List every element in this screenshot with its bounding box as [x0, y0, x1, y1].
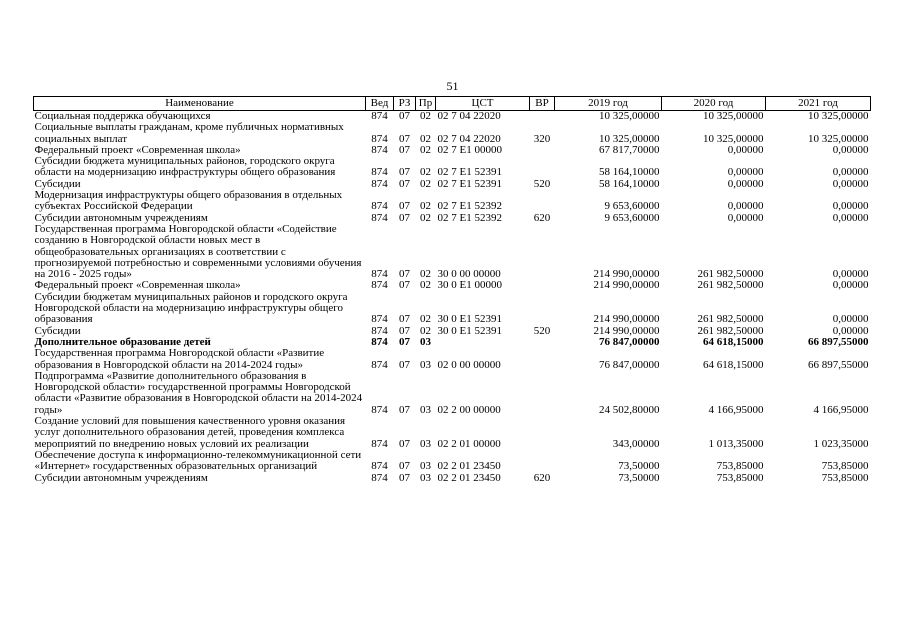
row-vr [530, 111, 555, 123]
row-name: Государственная программа Новгородской области «Содействие созданию в Новгородской области новых мест в общеобразовательных организациях в соответствии с прогнозируемой потребностью и современными условиями обучения на 2016 - 2025 годы» [34, 222, 362, 281]
header-ved: Вед [366, 97, 394, 111]
row-vr: 520 [533, 177, 551, 190]
row-pr: 02 [420, 211, 431, 224]
row-2021: 0,00000 [832, 200, 869, 213]
row-2019: 58 164,10000 [599, 166, 660, 179]
row-vr [530, 292, 555, 326]
row-ved: 874 [371, 324, 388, 337]
row-rz: 07 [399, 268, 410, 281]
row-vr [530, 416, 555, 450]
row-2020: 64 618,15000 [703, 358, 764, 371]
row-cst: 02 7 E1 52391 [437, 177, 502, 190]
row-vr [530, 371, 555, 416]
row-pr: 03 [420, 471, 431, 484]
row-2020: 1 013,35000 [708, 437, 764, 450]
row-pr: 03 [420, 358, 431, 371]
header-2021: 2021 год [766, 97, 871, 111]
row-ved: 874 [371, 460, 388, 473]
row-vr: 620 [533, 471, 551, 484]
row-2020: 261 982,50000 [697, 268, 764, 281]
row-cst: 02 2 01 23450 [437, 460, 501, 473]
table-row [34, 292, 871, 326]
row-rz: 07 [399, 460, 410, 473]
row-2020: 0,00000 [727, 143, 764, 156]
row-rz: 07 [399, 358, 410, 371]
row-name: Субсидии [34, 324, 81, 337]
header-2019: 2019 год [555, 97, 662, 111]
table-row [34, 348, 871, 371]
row-ved: 874 [371, 268, 388, 281]
row-rz: 07 [399, 471, 410, 484]
row-2021: 753,85000 [821, 460, 869, 473]
row-pr: 02 [420, 143, 431, 156]
row-name: Федеральный проект «Современная школа» [34, 279, 241, 292]
row-2020: 10 325,00000 [703, 110, 764, 122]
header-pr: Пр [416, 97, 436, 111]
row-name: Субсидии автономным учреждениям [34, 211, 208, 224]
row-ved: 874 [371, 211, 388, 224]
table-row [34, 473, 871, 484]
row-2021: 10 325,00000 [808, 110, 869, 122]
row-2021: 66 897,55000 [808, 358, 869, 371]
row-cst: 02 7 E1 00000 [437, 143, 502, 156]
row-2021: 1 023,35000 [813, 437, 869, 450]
row-ved: 874 [371, 132, 388, 145]
row-2020: 0,00000 [727, 166, 764, 179]
row-ved: 874 [371, 313, 388, 326]
row-name: Субсидии [34, 177, 81, 190]
row-2021: 0,00000 [832, 143, 869, 156]
row-name: Дополнительное образование детей [34, 335, 211, 348]
table-row [34, 371, 871, 416]
row-pr: 02 [420, 268, 431, 281]
row-cst: 02 7 04 22020 [437, 110, 501, 122]
row-cst: 02 7 E1 52392 [437, 211, 502, 224]
row-2019: 343,00000 [612, 437, 660, 450]
row-2019: 9 653,60000 [604, 211, 660, 224]
row-2019: 214 990,00000 [593, 268, 660, 281]
row-2019: 214 990,00000 [593, 324, 660, 337]
row-pr: 03 [420, 335, 431, 348]
header-2020: 2020 год [662, 97, 766, 111]
budget-table [33, 96, 871, 484]
row-rz: 07 [399, 324, 410, 337]
row-2020: 0,00000 [727, 177, 764, 190]
row-ved: 874 [371, 471, 388, 484]
row-rz: 07 [399, 335, 410, 348]
row-2021: 10 325,00000 [808, 132, 869, 145]
row-cst: 30 0 E1 00000 [437, 279, 502, 292]
row-2021: 0,00000 [832, 211, 869, 224]
row-cst [436, 337, 530, 348]
row-ved: 874 [371, 110, 388, 122]
table-header-row [34, 97, 871, 111]
row-2019: 9 653,60000 [604, 200, 660, 213]
row-ved: 874 [371, 279, 388, 292]
row-pr: 02 [420, 279, 431, 292]
row-2021: 753,85000 [821, 471, 869, 484]
row-cst: 02 7 E1 52391 [437, 166, 502, 179]
header-cst: ЦСТ [436, 97, 530, 111]
row-cst: 02 7 E1 52392 [437, 200, 502, 213]
table-row [34, 122, 871, 145]
row-vr [530, 280, 555, 291]
row-cst: 02 2 00 00000 [437, 403, 501, 416]
row-name: Социальная поддержка обучающихся [34, 110, 211, 122]
row-rz: 07 [399, 177, 410, 190]
row-2019: 10 325,00000 [599, 132, 660, 145]
row-cst: 30 0 E1 52391 [437, 324, 502, 337]
row-2020: 64 618,15000 [703, 335, 764, 348]
row-name: Субсидии бюджетам муниципальных районов и городского округа Новгородской области на модернизацию инфраструктуры общего образования [34, 290, 348, 326]
row-ved: 874 [371, 403, 388, 416]
row-rz: 07 [399, 132, 410, 145]
row-pr: 03 [420, 460, 431, 473]
row-vr [530, 337, 555, 348]
row-cst: 02 0 00 00000 [437, 358, 501, 371]
row-rz: 07 [399, 200, 410, 213]
row-rz: 07 [399, 211, 410, 224]
row-name: Федеральный проект «Современная школа» [34, 143, 241, 156]
row-name: Подпрограмма «Развитие дополнительного образования в Новгородской области» государственной программы Новгородской области «Развитие образования в Новгородской области на 2014-2024 годы» [34, 369, 363, 416]
row-name: Субсидии бюджета муниципальных районов, городского округа области на модернизацию инфраструктуры общего образования [34, 155, 336, 179]
row-vr [530, 156, 555, 179]
table-row [34, 156, 871, 179]
row-2019: 24 502,80000 [599, 403, 660, 416]
row-vr: 520 [533, 324, 551, 337]
row-vr: 320 [533, 132, 551, 145]
table-body [34, 111, 871, 484]
row-2021: 0,00000 [832, 313, 869, 326]
row-2019: 214 990,00000 [593, 279, 660, 292]
row-rz: 07 [399, 110, 410, 122]
row-cst: 30 0 E1 52391 [437, 313, 502, 326]
row-2021: 0,00000 [832, 324, 869, 337]
row-pr: 02 [420, 200, 431, 213]
row-cst: 02 2 01 00000 [437, 437, 501, 450]
row-vr [530, 450, 555, 473]
table-row [34, 450, 871, 473]
row-2019: 67 817,70000 [599, 143, 660, 156]
page-number: 51 [446, 79, 459, 93]
row-cst: 30 0 00 00000 [437, 268, 501, 281]
header-name: Наименование [34, 97, 366, 111]
row-pr: 02 [420, 177, 431, 190]
row-cst: 02 2 01 23450 [437, 471, 501, 484]
row-rz: 07 [399, 166, 410, 179]
row-vr [530, 348, 555, 371]
header-rz: РЗ [394, 97, 416, 111]
row-2021: 0,00000 [832, 166, 869, 179]
row-2019: 76 847,00000 [599, 335, 660, 348]
row-ved: 874 [371, 200, 388, 213]
row-pr: 02 [420, 324, 431, 337]
row-ved: 874 [371, 166, 388, 179]
row-2021: 0,00000 [832, 177, 869, 190]
row-2019: 58 164,10000 [599, 177, 660, 190]
row-rz: 07 [399, 403, 410, 416]
table-row [34, 416, 871, 450]
row-2019: 76 847,00000 [599, 358, 660, 371]
row-2021: 4 166,95000 [813, 403, 869, 416]
row-pr: 03 [420, 437, 431, 450]
row-name: Модернизация инфраструктуры общего образования в отдельных субъектах Российской Федерации [34, 189, 343, 213]
row-2019: 214 990,00000 [593, 313, 660, 326]
row-pr: 02 [420, 132, 431, 145]
row-2019: 10 325,00000 [599, 110, 660, 122]
row-pr: 02 [420, 313, 431, 326]
row-rz: 07 [399, 313, 410, 326]
row-ved: 874 [371, 437, 388, 450]
row-vr: 620 [533, 211, 551, 224]
row-vr [530, 224, 555, 280]
row-ved: 874 [371, 358, 388, 371]
row-vr [530, 190, 555, 213]
row-name: Обеспечение доступа к информационно-телекоммуникационной сети «Интернет» государственных образовательных организаций [34, 448, 362, 473]
row-pr: 02 [420, 166, 431, 179]
row-2020: 753,85000 [716, 471, 764, 484]
row-rz: 07 [399, 143, 410, 156]
row-cst: 02 7 04 22020 [437, 132, 501, 145]
table-row [34, 224, 871, 280]
row-name: Создание условий для повышения качественного уровня оказания услуг дополнительного образования детей, проведения комплекса мероприятий по внедрению новых условий их реализации [34, 415, 346, 450]
row-ved: 874 [371, 335, 388, 348]
row-rz: 07 [399, 437, 410, 450]
row-2021: 0,00000 [832, 279, 869, 292]
row-name: Социальные выплаты гражданам, кроме публичных нормативных социальных выплат [34, 121, 344, 145]
row-2021: 66 897,55000 [808, 335, 869, 348]
row-2021: 0,00000 [832, 268, 869, 281]
row-2019: 73,50000 [618, 471, 660, 484]
row-2020: 10 325,00000 [703, 132, 764, 145]
row-2020: 261 982,50000 [697, 279, 764, 292]
row-2020: 261 982,50000 [697, 324, 764, 337]
row-2020: 4 166,95000 [708, 403, 764, 416]
header-vr: ВР [530, 97, 555, 111]
row-2019: 73,50000 [618, 460, 660, 473]
row-rz: 07 [399, 279, 410, 292]
row-2020: 261 982,50000 [697, 313, 764, 326]
row-name: Государственная программа Новгородской области «Развитие образования в Новгородской области на 2014-2024 годы» [34, 347, 325, 371]
row-ved: 874 [371, 177, 388, 190]
row-ved: 874 [371, 143, 388, 156]
row-2020: 0,00000 [727, 200, 764, 213]
row-name: Субсидии автономным учреждениям [34, 471, 208, 484]
row-vr [530, 145, 555, 156]
row-pr: 03 [420, 403, 431, 416]
row-2020: 0,00000 [727, 211, 764, 224]
row-pr: 02 [420, 110, 431, 122]
row-2020: 753,85000 [716, 460, 764, 473]
table-row [34, 190, 871, 213]
